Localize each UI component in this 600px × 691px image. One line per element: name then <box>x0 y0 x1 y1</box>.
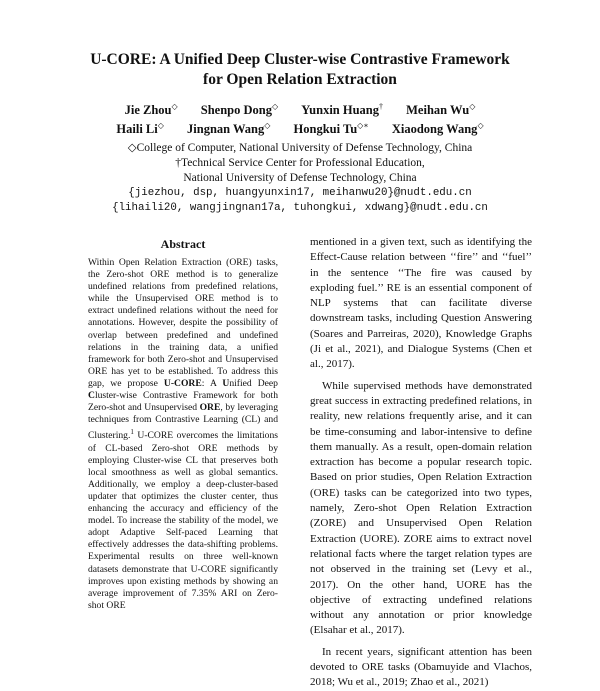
email-line: {lihaili20, wangjingnan17a, tuhongkui, xdwang}@nudt.edu.cn <box>112 202 488 214</box>
abstract-body <box>88 257 278 612</box>
author: Jingnan Wang◇ <box>187 121 271 137</box>
affiliation-line: †Technical Service Center for Professional Education, <box>175 157 425 169</box>
author-row-1 <box>0 99 600 118</box>
paper-title-line-1: U-CORE: A Unified Deep Cluster-wise Contrastive Framework <box>90 51 510 68</box>
affiliations <box>0 141 600 216</box>
author: Xiaodong Wang◇ <box>391 121 484 137</box>
author: Yunxin Huang† <box>301 102 383 118</box>
affiliation-line: National University of Defense Technology, China <box>183 172 417 184</box>
paper-title-line-2: for Open Relation Extraction <box>203 71 397 88</box>
intro-column <box>310 235 532 689</box>
author: Shenpo Dong◇ <box>200 102 279 118</box>
email-line: {jiezhou, dsp, huangyunxin17, meihanwu20}@nudt.edu.cn <box>128 187 472 199</box>
affiliation-line: ◇College of Computer, National University of Defense Technology, China <box>127 142 473 154</box>
abstract-heading: Abstract <box>160 237 206 251</box>
author: Hongkui Tu◇∗ <box>293 121 369 137</box>
abstract-paragraph: Within Open Relation Extraction (ORE) tasks, the Zero-shot ORE method is to generalize undefined relations from predefined relations, while the Unsupervised ORE method is to extract undefined relations without the need for annotations. However, despite the possibility of overlap between predefined and undefined relations in the training data, a unified framework for both Zero-shot and Unsupervised ORE has yet to be established. To address this gap, we propose U-CORE: A Unified Deep Cluster-wise Contrastive Framework for both Zero-shot and Unsupervised ORE, by leveraging techniques from Contrastive Learning (CL) and Clustering.$^1$ U-CORE overcomes the limitations of CL-based Zero-shot ORE methods by employing Cluster-wise CL that preserves both local smoothness as well as global semantics. Additionally, we employ a deep-cluster-based updater that optimizes the cluster center, thus enhancing the accuracy and efficiency of the model. To increase the stability of the model, we adopt Adaptive Self-paced Learning that effectively addresses the data-shifting problems. Experimental results on three well-known datasets demonstrate that U-CORE significantly improves upon existing methods by showing an average improvement of 7.35% ARI on Zero-shot ORE <box>88 257 278 611</box>
author-row-2 <box>0 118 600 137</box>
paper-title <box>0 50 600 90</box>
footnote-mark[interactable]: 1 <box>130 428 134 437</box>
author: Haili Li◇ <box>116 121 164 137</box>
body-paragraph: While supervised methods have demonstrated great success in extracting predefined relations, in reality, new relations frequently arise, and it can be time-consuming and labor-intensive to define them manually. As a result, open-domain relation extraction has become a popular research topic. Based on prior studies, Open Relation Extraction (ORE) tasks can be categorized into two types, namely, Zero-shot Open Relation Extraction (ZORE) and Unsupervised Open Relation Extraction (UORE). ZORE aims to extract novel relational facts where the target relation types are not observed in the training set (Levy et al., 2017). On the other hand, UORE has the objective of extracting undefined relations without any annotation or prior knowledge (Elsahar et al., 2017). <box>310 379 532 637</box>
body-paragraph: mentioned in a given text, such as identifying the Effect-Cause relation between ‘‘fire’’ and ‘‘fuel’’ in the sentence ‘‘The fire was caused by exploding fuel.’’ RE is an essential component of NLP systems that can facilitate diverse downstream tasks, including Question Answering (Soares and Parreiras, 2020), Knowledge Graphs (Ji et al., 2021), and Dialogue Systems (Chen et al., 2017). <box>310 236 532 371</box>
author-list <box>0 99 600 137</box>
author: Jie Zhou◇ <box>124 102 178 118</box>
author: Meihan Wu◇ <box>406 102 476 118</box>
body-paragraph: In recent years, significant attention has been devoted to ORE tasks (Obamuyide and Vlachos, 2018; Wu et al., 2019; Zhao et al., 2021) <box>310 645 532 689</box>
